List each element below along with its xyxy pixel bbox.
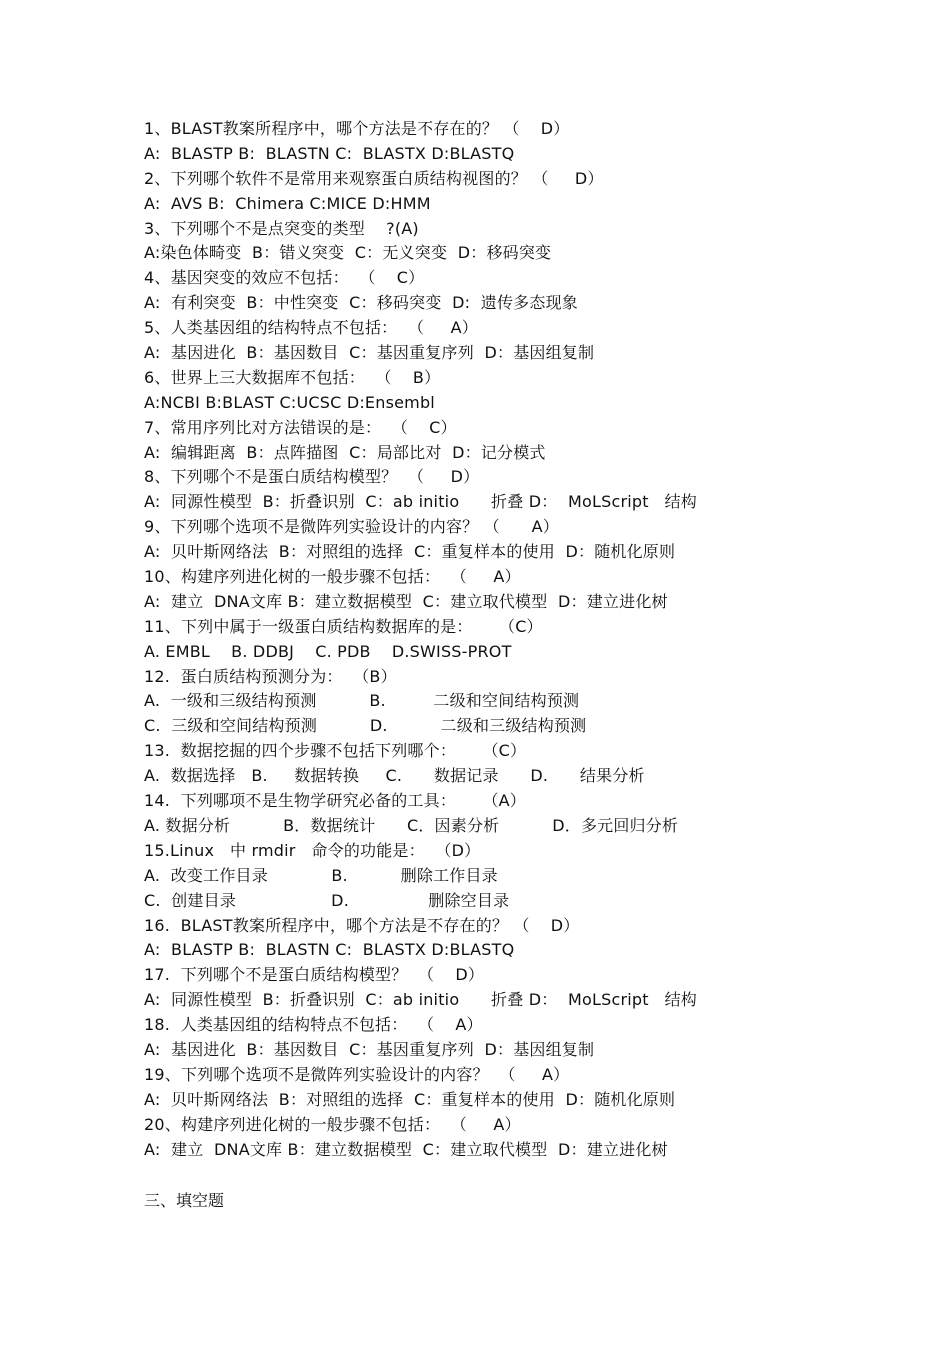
question-20-options: A: 建立 DNA文库 B：建立数据模型 C：建立取代模型 D：建立进化树 [144,1139,668,1159]
question-9-text: 9、下列哪个选项不是微阵列实验设计的内容？ （ A） [144,517,559,537]
question-2-options: A: AVS B: Chimera C:MICE D:HMM [144,193,431,213]
question-5-options: A: 基因进化 B：基因数目 C：基因重复序列 D：基因组复制 [144,343,595,363]
question-12-options-cd: C. 三级和空间结构预测 D. 二级和三级结构预测 [144,716,587,736]
question-7-text: 7、常用序列比对方法错误的是： （ C） [144,417,457,437]
question-3-text: 3、下列哪个不是点突变的类型 ?(A) [144,218,419,238]
section-heading-fill-in-blank: 三、填空题 [144,1191,225,1210]
question-17-options: A: 同源性模型 B：折叠识别 C：ab initio 折叠 D： MoLScript 结构 [144,990,697,1010]
question-6-text: 6、世界上三大数据库不包括： （ B） [144,367,441,387]
question-2-text: 2、下列哪个软件不是常用来观察蛋白质结构视图的？ （ D） [144,168,604,188]
question-3-options: A:染色体畸变 B：错义突变 C：无义突变 D：移码突变 [144,243,552,263]
question-14-text: 14. 下列哪项不是生物学研究必备的工具： （A） [144,791,526,811]
question-1-text: 1、BLAST教案所程序中，哪个方法是不存在的？ （ D） [144,119,570,138]
question-16-options: A: BLASTP B: BLASTN C: BLASTX D:BLASTQ [144,940,515,960]
question-6-options: A:NCBI B:BLAST C:UCSC D:Ensembl [144,392,435,412]
question-11-text: 11、下列中属于一级蛋白质结构数据库的是： （C） [144,616,543,636]
question-10-text: 10、构建序列进化树的一般步骤不包括： （ A） [144,567,521,587]
question-13-options: A. 数据选择 B. 数据转换 C. 数据记录 D. 结果分析 [144,766,645,786]
question-8-text: 8、下列哪个不是蛋白质结构模型？ （ D） [144,467,480,487]
question-15-options-ab: A. 改变工作目录 B. 删除工作目录 [144,865,498,885]
question-9-options: A: 贝叶斯网络法 B：对照组的选择 C：重复样本的使用 D：随机化原则 [144,542,676,562]
question-18-options: A: 基因进化 B：基因数目 C：基因重复序列 D：基因组复制 [144,1039,595,1059]
question-7-options: A: 编辑距离 B：点阵描图 C：局部比对 D：记分模式 [144,442,546,462]
question-20-text: 20、构建序列进化树的一般步骤不包括： （ A） [144,1114,521,1134]
question-4-text: 4、基因突变的效应不包括： （ C） [144,268,425,288]
question-18-text: 18. 人类基因组的结构特点不包括： （ A） [144,1015,483,1035]
question-13-text: 13. 数据挖掘的四个步骤不包括下列哪个： （C） [144,741,527,761]
question-11-options: A. EMBL B. DDBJ C. PDB D.SWISS-PROT [144,641,512,661]
question-10-options: A: 建立 DNA文库 B：建立数据模型 C：建立取代模型 D：建立进化树 [144,591,668,611]
question-16-text: 16. BLAST教案所程序中，哪个方法是不存在的？ （ D） [144,915,580,935]
question-15-options-cd: C. 创建目录 D. 删除空目录 [144,890,510,910]
question-1-options: A: BLASTP B: BLASTN C: BLASTX D:BLASTQ [144,143,515,163]
question-17-text: 17. 下列哪个不是蛋白质结构模型？ （ D） [144,965,485,985]
question-14-options: A. 数据分析 B．数据统计 C．因素分析 D．多元回归分析 [144,815,679,835]
question-12-options-ab: A. 一级和三级结构预测 B. 二级和空间结构预测 [144,691,580,711]
question-5-text: 5、人类基因组的结构特点不包括： （ A） [144,318,478,338]
question-12-text: 12. 蛋白质结构预测分为： （B） [144,666,397,686]
question-15-text: 15.Linux 中 rmdir 命令的功能是： （D） [144,840,481,860]
question-list [144,117,924,1162]
question-19-text: 19、下列哪个选项不是微阵列实验设计的内容？ （ A） [144,1064,570,1084]
question-8-options: A: 同源性模型 B：折叠识别 C：ab initio 折叠 D： MoLScript 结构 [144,492,697,512]
question-4-options: A: 有利突变 B：中性突变 C：移码突变 D: 遗传多态现象 [144,293,578,313]
question-19-options: A: 贝叶斯网络法 B：对照组的选择 C：重复样本的使用 D：随机化原则 [144,1089,676,1109]
